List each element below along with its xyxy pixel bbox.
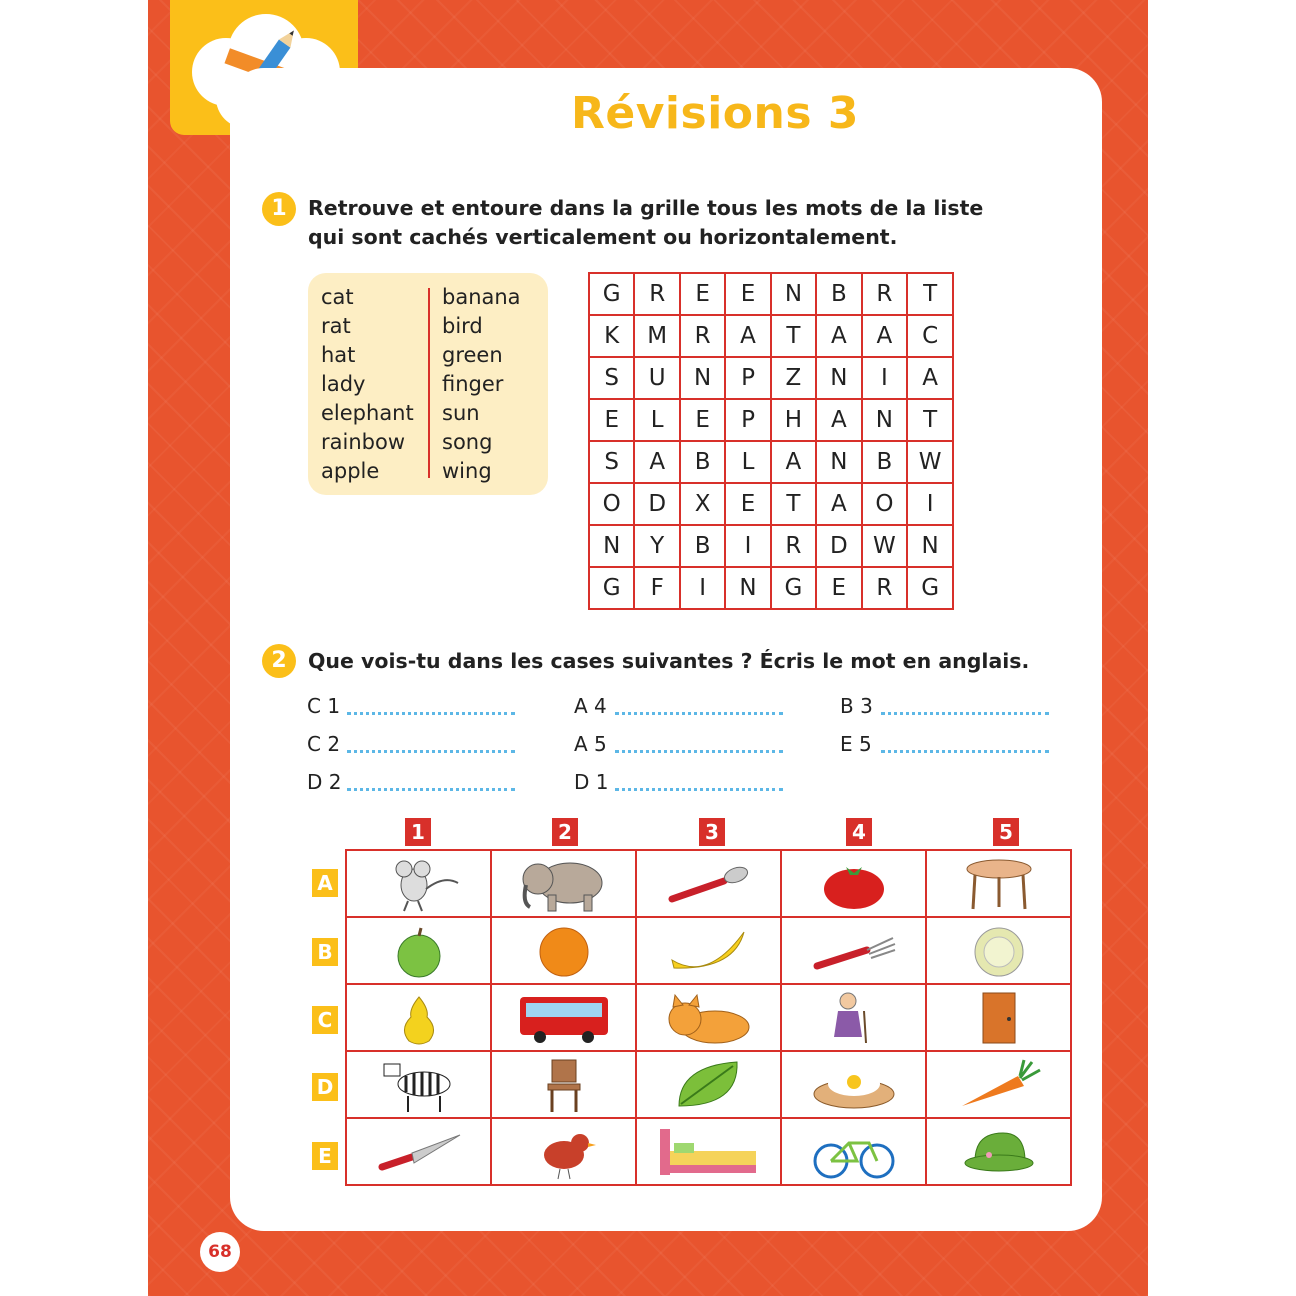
chair-icon bbox=[524, 1056, 604, 1114]
cell-A4 bbox=[781, 850, 926, 917]
grid-cell[interactable]: F bbox=[634, 567, 680, 609]
cell-B2 bbox=[491, 917, 636, 984]
grid-cell[interactable]: M bbox=[634, 315, 680, 357]
answer-line[interactable] bbox=[347, 788, 515, 791]
grid-cell[interactable]: T bbox=[907, 399, 953, 441]
orange-icon bbox=[524, 922, 604, 980]
grid-cell[interactable]: A bbox=[816, 315, 861, 357]
word-item: rat bbox=[321, 314, 351, 338]
pear-icon bbox=[379, 989, 459, 1047]
grid-cell[interactable]: R bbox=[634, 273, 680, 315]
answer-label: D 2 bbox=[307, 770, 342, 794]
exercise-1-badge: 1 bbox=[262, 192, 296, 226]
grid-cell[interactable]: D bbox=[816, 525, 861, 567]
column-header: 3 bbox=[699, 818, 725, 846]
table-icon bbox=[959, 855, 1039, 913]
elephant-icon bbox=[514, 855, 614, 913]
grid-cell[interactable]: R bbox=[862, 567, 908, 609]
zebra-icon bbox=[374, 1056, 464, 1114]
grid-cell[interactable]: E bbox=[680, 273, 725, 315]
grid-cell[interactable]: W bbox=[907, 441, 953, 483]
grid-cell[interactable]: A bbox=[816, 483, 861, 525]
grid-cell[interactable]: A bbox=[771, 441, 816, 483]
word-list-divider bbox=[428, 288, 430, 478]
row-header: E bbox=[312, 1142, 338, 1170]
page-title: Révisions 3 bbox=[571, 88, 859, 139]
cell-E1 bbox=[346, 1118, 491, 1185]
grid-cell[interactable]: E bbox=[816, 567, 861, 609]
grid-cell[interactable]: A bbox=[634, 441, 680, 483]
row-header: C bbox=[312, 1006, 338, 1034]
answer-line[interactable] bbox=[347, 712, 515, 715]
answer-label: B 3 bbox=[840, 694, 873, 718]
grid-cell[interactable]: E bbox=[725, 483, 770, 525]
grid-cell[interactable]: S bbox=[589, 357, 634, 399]
answer-line[interactable] bbox=[881, 712, 1049, 715]
grid-cell[interactable]: T bbox=[771, 483, 816, 525]
column-header: 4 bbox=[846, 818, 872, 846]
cell-C2 bbox=[491, 984, 636, 1051]
cell-B4 bbox=[781, 917, 926, 984]
grid-cell[interactable]: N bbox=[725, 567, 770, 609]
row-header: B bbox=[312, 938, 338, 966]
grid-cell[interactable]: G bbox=[771, 567, 816, 609]
grid-cell[interactable]: A bbox=[907, 357, 953, 399]
answer-line[interactable] bbox=[347, 750, 515, 753]
grid-cell[interactable]: N bbox=[816, 357, 861, 399]
word-item: song bbox=[442, 430, 493, 454]
grid-cell[interactable]: I bbox=[725, 525, 770, 567]
cell-C4 bbox=[781, 984, 926, 1051]
door-icon bbox=[959, 989, 1039, 1047]
answer-line[interactable] bbox=[615, 788, 783, 791]
cell-E5 bbox=[926, 1118, 1071, 1185]
grid-row bbox=[589, 315, 953, 357]
grid-cell[interactable]: W bbox=[862, 525, 908, 567]
word-item: rainbow bbox=[321, 430, 405, 454]
tomato-icon bbox=[814, 855, 894, 913]
grid-cell[interactable]: P bbox=[725, 399, 770, 441]
grid-cell[interactable]: N bbox=[589, 525, 634, 567]
cell-B3 bbox=[636, 917, 781, 984]
grid-cell[interactable]: A bbox=[862, 315, 908, 357]
grid-cell[interactable]: R bbox=[680, 315, 725, 357]
grid-row bbox=[589, 273, 953, 315]
word-item: wing bbox=[442, 459, 492, 483]
old-lady-icon bbox=[814, 989, 894, 1047]
word-item: finger bbox=[442, 372, 504, 396]
grid-cell[interactable]: N bbox=[771, 273, 816, 315]
grid-cell[interactable]: G bbox=[589, 273, 634, 315]
grid-cell[interactable]: I bbox=[907, 483, 953, 525]
grid-cell[interactable]: N bbox=[862, 399, 908, 441]
word-item: sun bbox=[442, 401, 480, 425]
cell-D1 bbox=[346, 1051, 491, 1118]
fork-icon bbox=[809, 922, 899, 980]
cell-D4 bbox=[781, 1051, 926, 1118]
grid-cell[interactable]: P bbox=[725, 357, 770, 399]
grid-cell[interactable]: N bbox=[907, 525, 953, 567]
word-item: lady bbox=[321, 372, 366, 396]
grid-cell[interactable]: B bbox=[816, 273, 861, 315]
picture-grid bbox=[345, 849, 1072, 1186]
answer-label: D 1 bbox=[574, 770, 609, 794]
page-number: 68 bbox=[200, 1232, 240, 1272]
cell-C3 bbox=[636, 984, 781, 1051]
plate-icon bbox=[959, 922, 1039, 980]
grid-cell[interactable]: N bbox=[680, 357, 725, 399]
apple-icon bbox=[379, 922, 459, 980]
column-header: 5 bbox=[993, 818, 1019, 846]
exercise-1-instruction-line2: qui sont cachés verticalement ou horizontalement. bbox=[308, 225, 898, 249]
answer-label: C 2 bbox=[307, 732, 341, 756]
cell-D5 bbox=[926, 1051, 1071, 1118]
bicycle-icon bbox=[809, 1123, 899, 1181]
word-item: hat bbox=[321, 343, 356, 367]
cell-E3 bbox=[636, 1118, 781, 1185]
grid-cell[interactable]: G bbox=[589, 567, 634, 609]
grid-cell[interactable]: D bbox=[634, 483, 680, 525]
cell-C5 bbox=[926, 984, 1071, 1051]
answer-line[interactable] bbox=[881, 750, 1049, 753]
grid-cell[interactable]: Z bbox=[771, 357, 816, 399]
word-search-grid bbox=[588, 272, 954, 610]
grid-row bbox=[589, 483, 953, 525]
grid-cell[interactable]: B bbox=[680, 525, 725, 567]
grid-cell[interactable]: Y bbox=[634, 525, 680, 567]
grid-cell[interactable]: B bbox=[680, 441, 725, 483]
cell-A2 bbox=[491, 850, 636, 917]
grid-cell[interactable]: I bbox=[680, 567, 725, 609]
grid-row bbox=[589, 567, 953, 609]
grid-cell[interactable]: A bbox=[725, 315, 770, 357]
cell-C1 bbox=[346, 984, 491, 1051]
cell-D3 bbox=[636, 1051, 781, 1118]
word-item: elephant bbox=[321, 401, 414, 425]
bus-icon bbox=[514, 989, 614, 1047]
answer-line[interactable] bbox=[615, 750, 783, 753]
grid-cell[interactable]: E bbox=[680, 399, 725, 441]
word-list-right bbox=[442, 283, 521, 486]
banana-icon bbox=[664, 922, 754, 980]
grid-cell[interactable]: R bbox=[862, 273, 908, 315]
exercise-2-badge: 2 bbox=[262, 644, 296, 678]
grid-cell[interactable]: O bbox=[589, 483, 634, 525]
column-header: 1 bbox=[405, 818, 431, 846]
grid-row bbox=[589, 399, 953, 441]
grid-cell[interactable]: O bbox=[862, 483, 908, 525]
grid-cell[interactable]: X bbox=[680, 483, 725, 525]
grid-cell[interactable]: H bbox=[771, 399, 816, 441]
cat-icon bbox=[659, 989, 759, 1047]
carrot-icon bbox=[954, 1056, 1044, 1114]
cell-B1 bbox=[346, 917, 491, 984]
cell-E4 bbox=[781, 1118, 926, 1185]
word-list-left bbox=[321, 283, 414, 486]
grid-cell[interactable]: G bbox=[907, 567, 953, 609]
grid-cell[interactable]: C bbox=[907, 315, 953, 357]
grid-cell[interactable]: K bbox=[589, 315, 634, 357]
answer-label: A 4 bbox=[574, 694, 607, 718]
row-header: D bbox=[312, 1073, 338, 1101]
answer-label: C 1 bbox=[307, 694, 341, 718]
cell-A5 bbox=[926, 850, 1071, 917]
bed-icon bbox=[654, 1123, 764, 1181]
word-item: cat bbox=[321, 285, 354, 309]
grid-row bbox=[589, 357, 953, 399]
grid-cell[interactable]: L bbox=[634, 399, 680, 441]
row-header: A bbox=[312, 869, 338, 897]
word-item: banana bbox=[442, 285, 521, 309]
hat-icon bbox=[959, 1123, 1039, 1181]
egg-on-plate-icon bbox=[809, 1056, 899, 1114]
grid-row bbox=[589, 441, 953, 483]
cell-D2 bbox=[491, 1051, 636, 1118]
grid-cell[interactable]: E bbox=[589, 399, 634, 441]
column-header: 2 bbox=[552, 818, 578, 846]
cell-E2 bbox=[491, 1118, 636, 1185]
grid-cell[interactable]: R bbox=[771, 525, 816, 567]
knife-icon bbox=[374, 1123, 464, 1181]
grid-cell[interactable]: I bbox=[862, 357, 908, 399]
grid-cell[interactable]: B bbox=[862, 441, 908, 483]
word-item: green bbox=[442, 343, 503, 367]
word-item: apple bbox=[321, 459, 380, 483]
grid-cell[interactable]: T bbox=[907, 273, 953, 315]
answer-label: A 5 bbox=[574, 732, 607, 756]
exercise-1-instruction-line1: Retrouve et entoure dans la grille tous les mots de la liste bbox=[308, 196, 984, 220]
spoon-icon bbox=[664, 855, 754, 913]
grid-cell[interactable]: A bbox=[816, 399, 861, 441]
word-item: bird bbox=[442, 314, 483, 338]
grid-cell[interactable]: U bbox=[634, 357, 680, 399]
grid-cell[interactable]: N bbox=[816, 441, 861, 483]
bird-icon bbox=[524, 1123, 604, 1181]
grid-cell[interactable]: L bbox=[725, 441, 770, 483]
grid-cell[interactable]: S bbox=[589, 441, 634, 483]
cell-A1 bbox=[346, 850, 491, 917]
cell-B5 bbox=[926, 917, 1071, 984]
grid-cell[interactable]: T bbox=[771, 315, 816, 357]
grid-row bbox=[589, 525, 953, 567]
answer-line[interactable] bbox=[615, 712, 783, 715]
mouse-icon bbox=[374, 855, 464, 913]
cell-A3 bbox=[636, 850, 781, 917]
exercise-2-instruction: Que vois-tu dans les cases suivantes ? Écris le mot en anglais. bbox=[308, 649, 1030, 673]
leaf-icon bbox=[669, 1056, 749, 1114]
grid-cell[interactable]: E bbox=[725, 273, 770, 315]
answer-label: E 5 bbox=[840, 732, 872, 756]
